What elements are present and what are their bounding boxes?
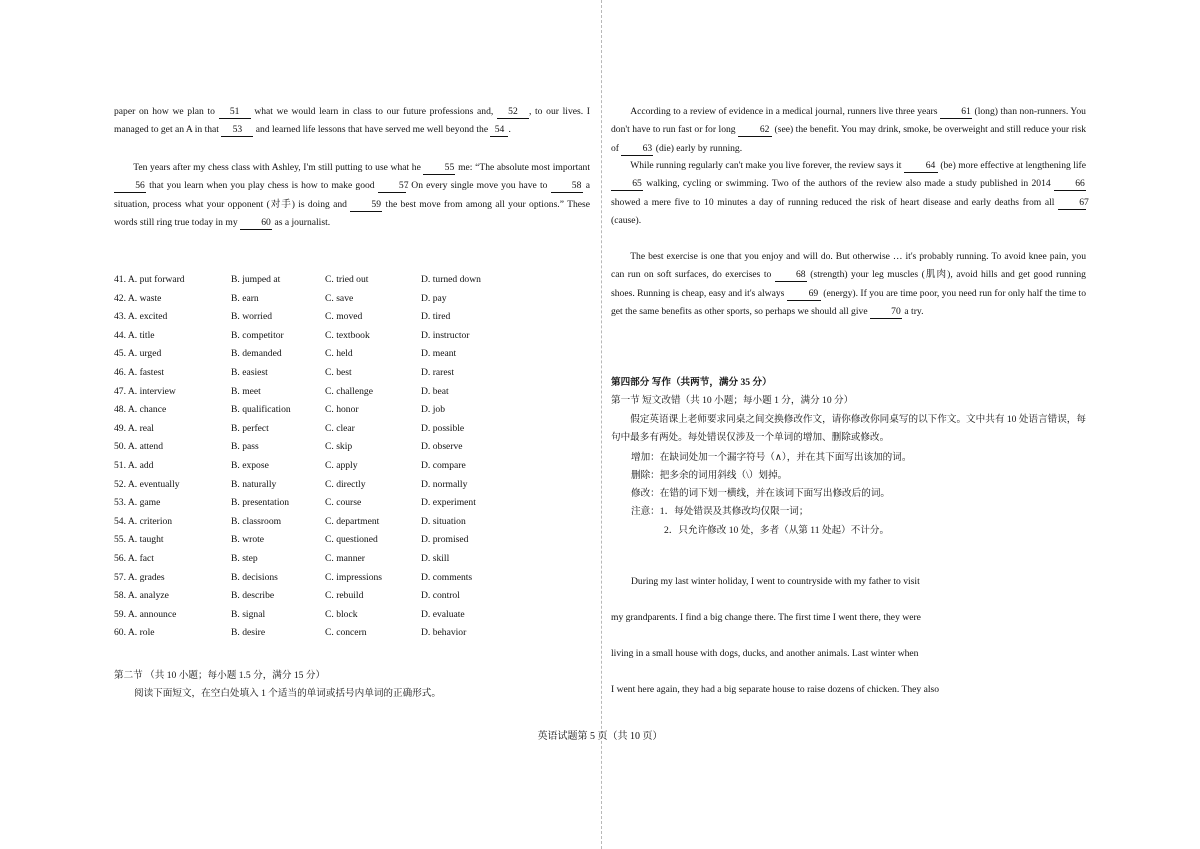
cloze-paragraph-1: paper on how we plan to 51 what we would learn in class to our future professions and, 52 , to our lives. I managed to get an A in that 53 and learned life lessons that have served me well beyond the 54 . xyxy=(114,106,590,136)
option-49c: C. clear xyxy=(325,422,355,434)
blank-51[interactable]: 51 xyxy=(219,106,251,119)
option-48c: C. honor xyxy=(325,404,359,416)
option-41a: 41. A. put forward xyxy=(114,274,185,285)
option-46a: 46. A. fastest xyxy=(114,367,165,378)
blank-54[interactable]: 54 xyxy=(490,124,508,137)
option-44c: C. textbook xyxy=(325,329,370,341)
option-53a: 53. A. game xyxy=(114,497,161,509)
grammar-paragraph-2: While running regularly can't make you live forever, the review says it 64 (be) more effective at lengthening life 65 walking, cycling or swimming. Two of the authors of the review also made a study published in 2014 66 showed a mere five to 10 minutes a day of running reduced the risk of heart disease and early deaths from all 67 (cause). xyxy=(611,160,1089,226)
option-43c: C. moved xyxy=(325,311,363,323)
blank-69[interactable]: 69 xyxy=(787,288,821,301)
option-55b: B. wrote xyxy=(231,534,265,546)
option-59a: 59. A. announce xyxy=(114,608,177,620)
option-50b: B. pass xyxy=(231,441,259,453)
column-divider xyxy=(601,0,602,849)
note-2: 2．只允许修改 10 处，多者（从第 11 处起）不计分。 xyxy=(664,525,890,536)
option-47d: D. beat xyxy=(421,385,449,397)
option-47c: C. challenge xyxy=(325,385,373,397)
option-42d: D. pay xyxy=(421,292,447,304)
option-55a: 55. A. taught xyxy=(114,534,164,546)
blank-66[interactable]: 66 xyxy=(1054,178,1086,191)
option-49a: 49. A. real xyxy=(114,422,154,434)
option-44d: D. instructor xyxy=(421,329,470,341)
option-58b: B. describe xyxy=(231,590,275,602)
blank-53[interactable]: 53 xyxy=(221,124,253,137)
option-42a: 42. A. waste xyxy=(114,292,162,304)
option-42c: C. save xyxy=(325,292,354,304)
blank-68[interactable]: 68 xyxy=(775,269,807,282)
rule-add: 增加：在缺词处加一个漏字符号（∧），并在其下面写出该加的词。 xyxy=(631,452,912,463)
note-1: 注意：1．每处错误及其修改均仅限一词； xyxy=(631,506,809,517)
essay-line-4: I went here again, they had a big separate house to raise dozens of chicken. They also xyxy=(611,684,940,695)
blank-60[interactable]: 60 xyxy=(240,217,272,230)
option-52a: 52. A. eventually xyxy=(114,478,180,490)
blank-61[interactable]: 61 xyxy=(940,106,972,119)
section-1-description: 假定英语课上老师要求同桌之间交换修改作文，请你修改你同桌写的以下作文。文中共有 10 处语言错误，每句中最多有两处。每处错误仅涉及一个单词的增加、删除或修改。 xyxy=(611,414,1086,443)
part-4-title: 第四部分 写作（共两节，满分 35 分） xyxy=(611,377,772,388)
grammar-paragraph-1: According to a review of evidence in a medical journal, runners live three years 61 (long) than non-runners. You don't have to run fast or for long 62 (see) the benefit. You may drink, smoke, be overweight and still reduce your risk of 63 (die) early by running. xyxy=(611,106,1087,154)
blank-65[interactable]: 65 xyxy=(611,178,643,191)
option-45a: 45. A. urged xyxy=(114,348,162,360)
option-52b: B. naturally xyxy=(231,478,277,490)
option-42b: B. earn xyxy=(231,292,259,304)
option-51a: 51. A. add xyxy=(114,460,154,471)
option-57a: 57. A. grades xyxy=(114,571,165,583)
option-45b: B. demanded xyxy=(231,348,282,360)
blank-52[interactable]: 52 xyxy=(497,106,529,119)
option-59d: D. evaluate xyxy=(421,608,465,620)
option-43b: B. worried xyxy=(231,311,273,323)
option-46d: D. rarest xyxy=(421,367,455,378)
option-54b: B. classroom xyxy=(231,515,282,527)
essay-line-1: During my last winter holiday, I went to countryside with my father to visit xyxy=(631,576,920,587)
option-45c: C. held xyxy=(325,348,353,360)
option-58d: D. control xyxy=(421,590,460,602)
blank-56[interactable]: 56 xyxy=(114,180,146,193)
option-46b: B. easiest xyxy=(231,367,268,378)
option-52c: C. directly xyxy=(325,478,366,490)
option-45d: D. meant xyxy=(421,348,457,360)
blank-63[interactable]: 63 xyxy=(621,143,653,156)
option-51c: C. apply xyxy=(325,460,358,471)
blank-67[interactable]: 67 xyxy=(1058,197,1086,210)
blank-62[interactable]: 62 xyxy=(738,124,772,137)
option-52d: D. normally xyxy=(421,478,468,490)
option-55d: D. promised xyxy=(421,534,469,546)
option-60a: 60. A. role xyxy=(114,627,155,639)
option-50c: C. skip xyxy=(325,441,353,453)
option-50d: D. observe xyxy=(421,441,463,453)
option-43d: D. tired xyxy=(421,311,451,323)
option-41d: D. turned down xyxy=(421,274,481,285)
option-43a: 43. A. excited xyxy=(114,311,168,323)
option-51b: B. expose xyxy=(231,460,269,471)
option-56b: B. step xyxy=(231,553,258,564)
option-55c: C. questioned xyxy=(325,534,378,546)
option-56d: D. skill xyxy=(421,553,450,564)
option-53c: C. course xyxy=(325,497,362,509)
page-footer: 英语试题第 5 页（共 10 页） xyxy=(537,731,663,742)
section-2-title: 第二节 （共 10 小题；每小题 1.5 分，满分 15 分） xyxy=(114,670,326,681)
option-44a: 44. A. title xyxy=(114,329,155,341)
option-41b: B. jumped at xyxy=(231,274,281,285)
grammar-paragraph-3: The best exercise is one that you enjoy and will do. But otherwise … it's probably running. To avoid knee pain, you can run on soft surfaces, do exercises to 68 (strength) your leg muscles (肌肉), avoid hills and get good running shoes. Running is cheap, easy and it's always 69 (energy). If you are time poor, you need run for only half the time to get the same benefits as other sports, so perhaps we should all give 70 a try. xyxy=(611,251,1086,317)
option-58c: C. rebuild xyxy=(325,590,364,602)
cloze-paragraph-2: Ten years after my chess class with Ashley, I'm still putting to use what he 55 me: “The absolute most important 56 that you learn when you play chess is how to make good 57. On every single move you have to 58 a situation, process what your opponent (对手) is doing and 59 the best move from among all your options.” These words still ring true today in my 60 as a journalist. xyxy=(114,162,591,228)
option-59b: B. signal xyxy=(231,608,266,620)
blank-57[interactable]: 57 xyxy=(378,180,406,193)
blank-58[interactable]: 58 xyxy=(551,180,583,193)
option-44b: B. competitor xyxy=(231,329,284,341)
blank-64[interactable]: 64 xyxy=(904,160,938,173)
option-50a: 50. A. attend xyxy=(114,441,164,453)
blank-55[interactable]: 55 xyxy=(423,162,455,175)
blank-59[interactable]: 59 xyxy=(350,199,382,212)
option-57d: D. comments xyxy=(421,571,473,583)
option-60c: C. concern xyxy=(325,627,367,639)
rule-modify: 修改：在错的词下划一横线，并在该词下面写出修改后的词。 xyxy=(631,488,891,499)
section-1-title: 第一节 短文改错（共 10 小题；每小题 1 分，满分 10 分） xyxy=(611,395,854,406)
option-54a: 54. A. criterion xyxy=(114,515,173,527)
option-53d: D. experiment xyxy=(421,497,476,509)
option-47b: B. meet xyxy=(231,385,261,397)
rule-delete: 删除：把多余的词用斜线（\）划掉。 xyxy=(631,470,788,481)
option-51d: D. compare xyxy=(421,460,466,471)
option-56a: 56. A. fact xyxy=(114,553,154,564)
option-53b: B. presentation xyxy=(231,497,290,509)
section-2-instructions: 阅读下面短文，在空白处填入 1 个适当的单词或括号内单词的正确形式。 xyxy=(134,688,441,699)
option-48d: D. job xyxy=(421,404,445,416)
essay-line-3: living in a small house with dogs, ducks, and another animals. Last winter when xyxy=(611,648,919,659)
option-59c: C. block xyxy=(325,608,358,620)
essay-line-2: my grandparents. I find a big change there. The first time I went there, they were xyxy=(611,612,921,623)
option-49b: B. perfect xyxy=(231,422,269,434)
option-57c: C. impressions xyxy=(325,571,383,583)
option-41c: C. tried out xyxy=(325,274,369,285)
option-54c: C. department xyxy=(325,515,380,527)
option-48b: B. qualification xyxy=(231,404,291,416)
blank-70[interactable]: 70 xyxy=(870,306,902,319)
option-56c: C. manner xyxy=(325,553,365,564)
option-48a: 48. A. chance xyxy=(114,404,167,416)
option-58a: 58. A. analyze xyxy=(114,590,169,602)
option-47a: 47. A. interview xyxy=(114,385,176,397)
option-49d: D. possible xyxy=(421,422,465,434)
option-54d: D. situation xyxy=(421,515,466,527)
option-60d: D. behavior xyxy=(421,627,467,639)
option-57b: B. decisions xyxy=(231,571,278,583)
option-60b: B. desire xyxy=(231,627,266,639)
option-46c: C. best xyxy=(325,367,352,378)
